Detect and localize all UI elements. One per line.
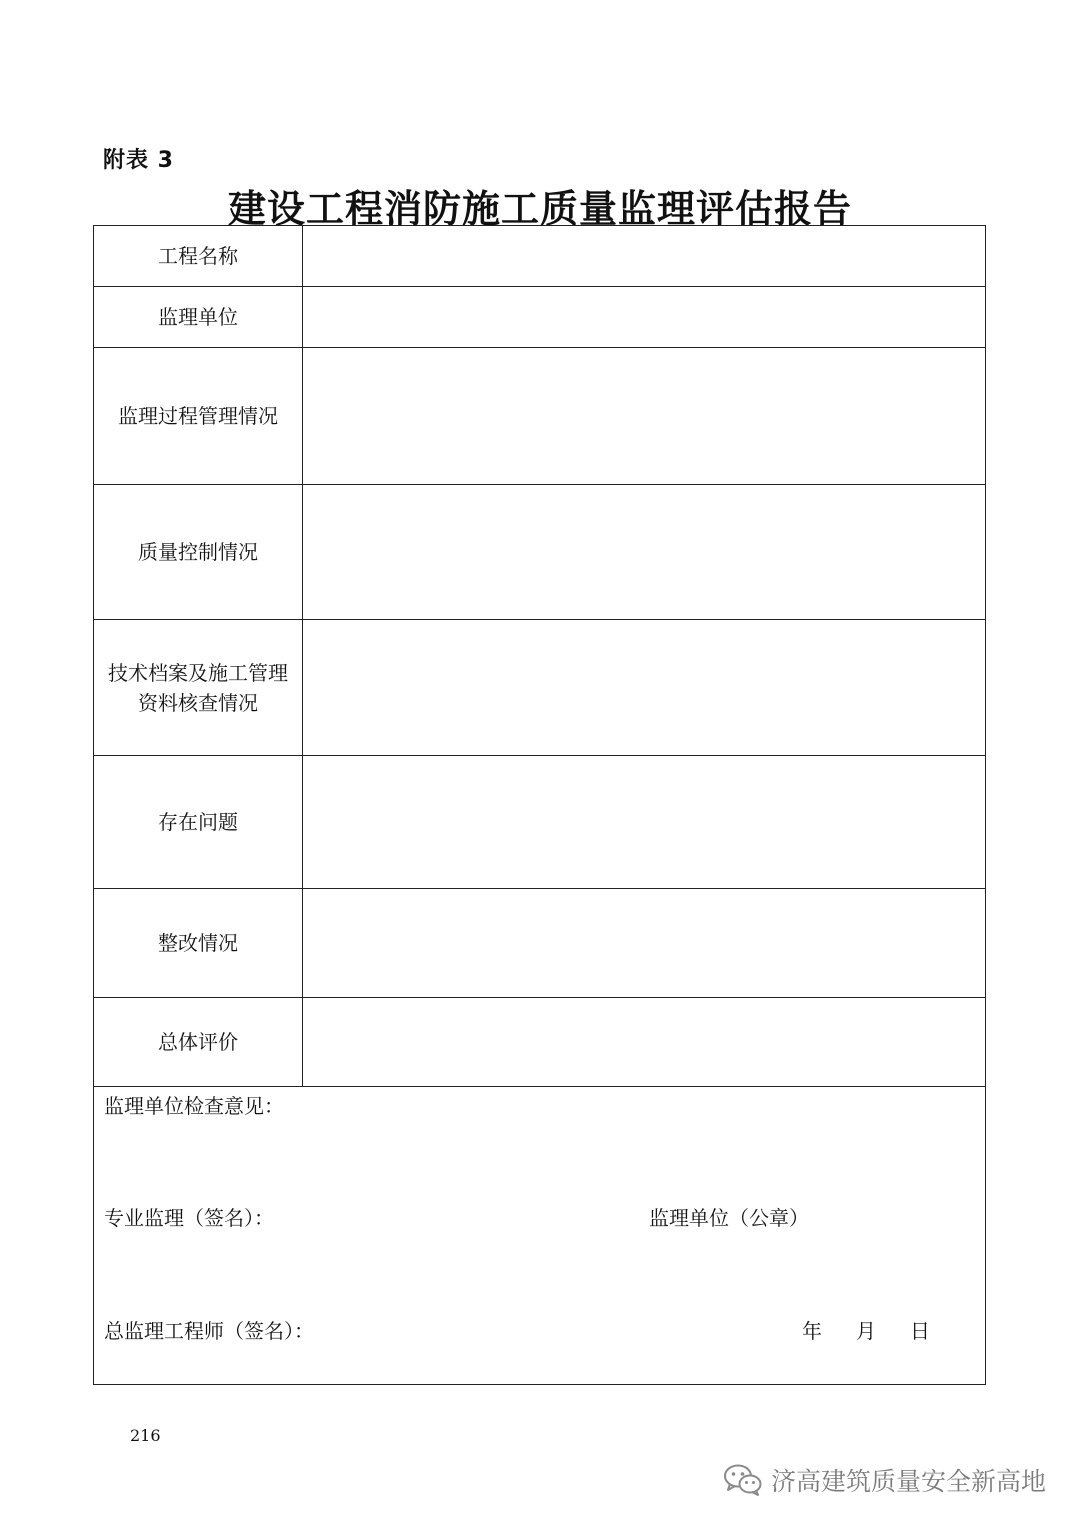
row-project-name — [94, 226, 985, 287]
wechat-icon — [723, 1463, 763, 1497]
label-process-management: 监理过程管理情况 — [94, 348, 303, 484]
label-existing-problems: 存在问题 — [94, 756, 303, 888]
field-quality-control[interactable] — [303, 485, 985, 619]
watermark — [723, 1462, 1046, 1498]
appendix-label: 附表 3 — [103, 148, 174, 173]
row-existing-problems — [94, 756, 985, 889]
unit-seal-label: 监理单位（公章） — [649, 1206, 809, 1230]
date-month-label: 月 — [856, 1319, 876, 1343]
label-quality-control: 质量控制情况 — [94, 485, 303, 619]
page-number: 216 — [130, 1426, 161, 1445]
watermark-text: 济高建筑质量安全新高地 — [770, 1467, 1046, 1496]
label-project-name: 工程名称 — [94, 226, 303, 286]
report-form-table — [93, 225, 986, 1385]
label-rectification: 整改情况 — [94, 889, 303, 997]
label-archive-review: 技术档案及施工管理资料核查情况 — [94, 620, 303, 755]
opinion-section[interactable] — [94, 1086, 985, 1384]
row-supervision-unit — [94, 287, 985, 348]
row-quality-control — [94, 485, 985, 620]
row-archive-review — [94, 620, 985, 756]
row-rectification — [94, 889, 985, 998]
opinion-heading: 监理单位检查意见： — [104, 1094, 284, 1118]
field-rectification[interactable] — [303, 889, 985, 997]
field-project-name[interactable] — [303, 226, 985, 286]
form-title: 建设工程消防施工质量监理评估报告 — [227, 187, 852, 231]
row-process-management — [94, 348, 985, 485]
row-overall-evaluation — [94, 998, 985, 1087]
field-supervision-unit[interactable] — [303, 287, 985, 347]
label-overall-evaluation: 总体评价 — [94, 998, 303, 1086]
field-archive-review[interactable] — [303, 620, 985, 755]
field-process-management[interactable] — [303, 348, 985, 484]
chief-signature-label: 总监理工程师（签名）： — [104, 1319, 314, 1343]
date-day-label: 日 — [910, 1319, 930, 1343]
date-year-label: 年 — [802, 1319, 822, 1343]
label-supervision-unit: 监理单位 — [94, 287, 303, 347]
supervisor-signature-label: 专业监理（签名）： — [104, 1206, 274, 1230]
field-existing-problems[interactable] — [303, 756, 985, 888]
field-overall-evaluation[interactable] — [303, 998, 985, 1086]
